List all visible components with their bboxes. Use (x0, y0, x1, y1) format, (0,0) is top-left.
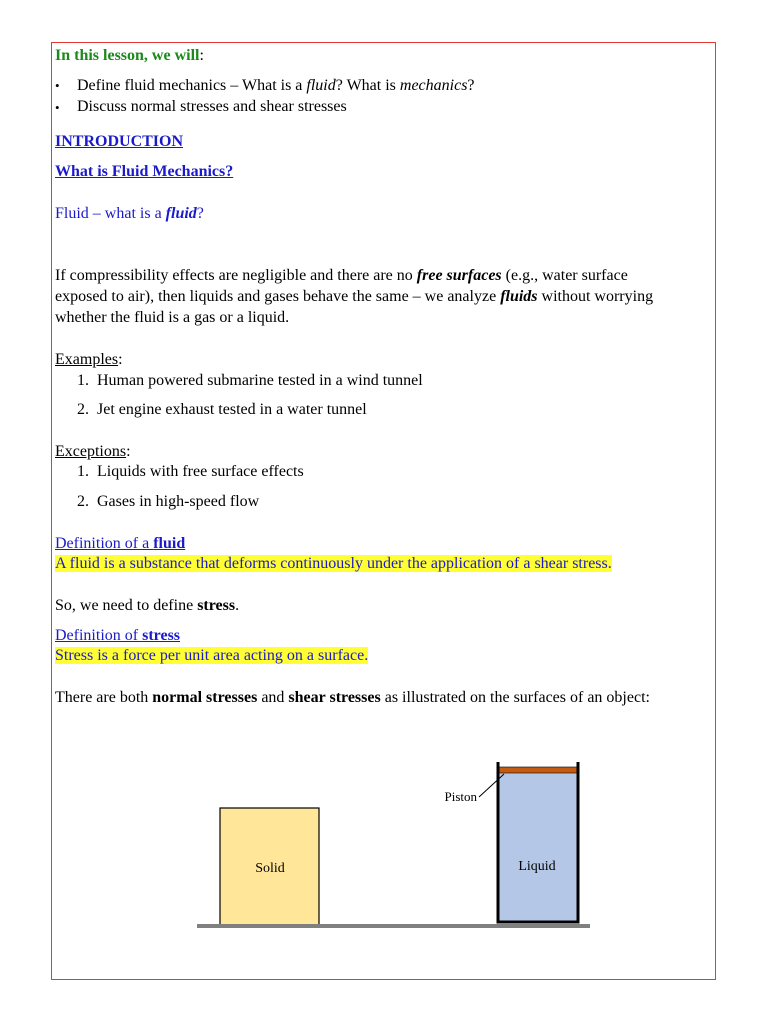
bullet-1-mechanics: mechanics (399, 77, 468, 94)
para-l1-post: (e.g., water surface (501, 267, 628, 284)
piston-label: Piston (444, 789, 477, 804)
bullet-icon: • (55, 100, 60, 115)
both-post: as illustrated on the surfaces of an object: (380, 689, 650, 706)
piston (499, 767, 577, 773)
introduction-heading[interactable]: INTRODUCTION (55, 133, 184, 150)
fluid-question-post: ? (196, 205, 204, 222)
both-shear: shear stresses (288, 689, 381, 706)
bullet-1-mid: ? What is (335, 77, 400, 94)
def-fluid-highlight: A fluid is a substance that deforms continuously under the application of a shear stress. (55, 555, 612, 572)
so-line-pre: So, we need to define (55, 597, 198, 614)
para-l1-pre: If compressibility effects are negligible and there are no (55, 267, 417, 284)
para-fluids: fluids (500, 288, 538, 305)
lesson-heading-colon: : (199, 47, 204, 64)
so-line-stress: stress (197, 597, 236, 614)
list-text: Liquids with free surface effects (97, 463, 304, 480)
fluid-question-pre: Fluid – what is a (55, 205, 166, 222)
list-number: 2. (77, 401, 89, 418)
def-fluid-word: fluid (153, 535, 186, 552)
list-number: 2. (77, 493, 89, 510)
paragraph-line-3: whether the fluid is a gas or a liquid. (55, 309, 290, 326)
so-line-post: . (235, 597, 240, 614)
list-text: Gases in high-speed flow (97, 493, 260, 510)
para-l2-pre: exposed to air), then liquids and gases behave the same – we analyze (55, 288, 501, 305)
bullet-1-post: ? (467, 77, 475, 94)
solid-label: Solid (255, 861, 285, 876)
def-fluid-pre: Definition of a (55, 535, 154, 552)
bullet-1-pre: Define fluid mechanics – What is a (77, 77, 307, 94)
bullet-1-fluid: fluid (306, 77, 336, 94)
def-stress-highlight: Stress is a force per unit area acting on a surface. (55, 647, 369, 664)
bullet-icon: • (55, 78, 60, 93)
liquid-fill (499, 772, 577, 922)
def-stress-word: stress (142, 627, 181, 644)
liquid-label: Liquid (518, 859, 556, 874)
exceptions-colon: : (126, 443, 131, 460)
fluid-question-word: fluid (165, 205, 197, 222)
both-mid: and (257, 689, 289, 706)
examples-label-text: Examples (55, 351, 119, 368)
examples-colon: : (118, 351, 123, 368)
def-stress-pre: Definition of (55, 627, 143, 644)
para-free-surfaces: free surfaces (416, 267, 502, 284)
list-text: Human powered submarine tested in a wind tunnel (97, 372, 423, 389)
ground-line (197, 924, 590, 928)
para-l2-post: without worrying (537, 288, 654, 305)
list-number: 1. (77, 463, 89, 480)
list-number: 1. (77, 372, 89, 389)
list-item: Discuss normal stresses and shear stresses (77, 98, 347, 115)
fluid-mechanics-heading[interactable]: What is Fluid Mechanics? (55, 163, 234, 180)
list-text: Jet engine exhaust tested in a water tunnel (97, 401, 367, 418)
both-normal: normal stresses (152, 689, 258, 706)
lesson-heading-text: In this lesson, we will (55, 47, 200, 64)
both-pre: There are both (55, 689, 153, 706)
exceptions-label-text: Exceptions (55, 443, 127, 460)
